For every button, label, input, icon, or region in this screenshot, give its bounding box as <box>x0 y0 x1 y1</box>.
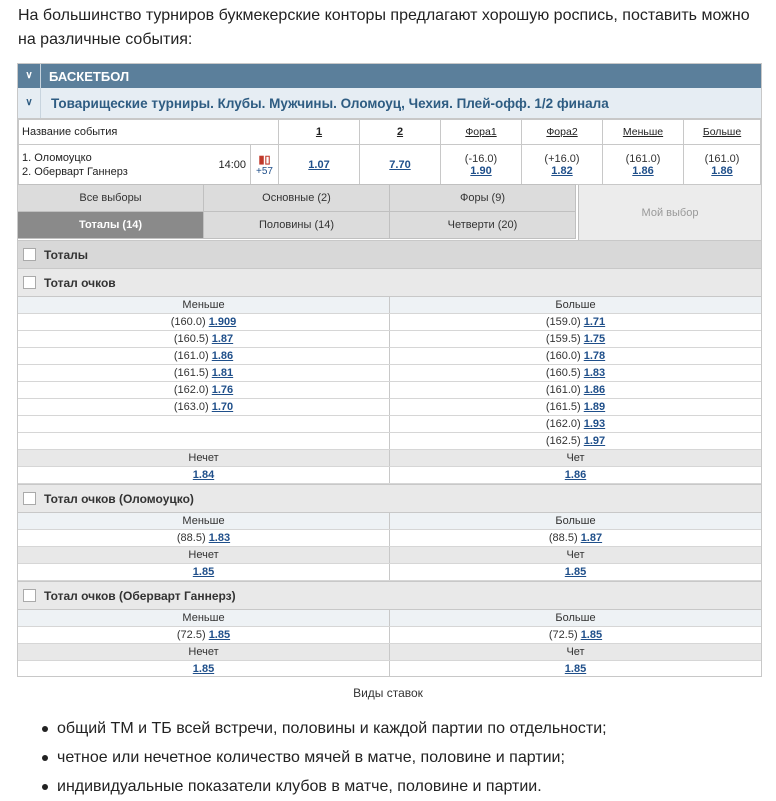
team2-name: 2. Оберварт Ганнерз <box>22 165 128 178</box>
tab-quarters[interactable]: Четверти (20) <box>389 211 576 239</box>
less-odd[interactable]: 1.83 <box>208 532 231 544</box>
list-item-text: индивидуальные показатели клубов в матче, половине и партии. <box>57 777 542 795</box>
less-odd[interactable]: 1.85 <box>208 629 231 641</box>
even-header: Чет <box>390 547 762 564</box>
league-bar[interactable] <box>18 88 761 119</box>
table-row <box>18 433 761 450</box>
more-odd[interactable]: 1.75 <box>583 333 606 345</box>
less-odd[interactable]: 1.81 <box>211 367 234 379</box>
more-cell <box>390 416 762 433</box>
bullet-icon <box>42 755 48 761</box>
less-odd[interactable]: 1.86 <box>211 350 234 362</box>
table-row <box>18 365 761 382</box>
tab-halves[interactable]: Половины (14) <box>203 211 390 239</box>
more-cell <box>390 331 762 348</box>
more-markets-count[interactable]: +57 <box>256 165 273 177</box>
odd-header: Нечет <box>18 450 390 467</box>
list-item <box>42 743 607 772</box>
param: (162.5) <box>545 435 581 447</box>
column-header-row <box>18 297 761 314</box>
less-odd[interactable]: 1.76 <box>211 384 234 396</box>
less-odd[interactable]: 1.86 <box>632 164 654 177</box>
section-total-points[interactable] <box>18 269 761 297</box>
chevron-down-icon[interactable]: ∨ <box>18 64 41 88</box>
odd-header: Нечет <box>18 547 390 564</box>
less-cell <box>18 416 390 433</box>
more-odd[interactable]: 1.83 <box>583 367 606 379</box>
odd-header: Нечет <box>18 644 390 661</box>
section-title: Тотал очков <box>44 275 116 290</box>
checkbox[interactable] <box>23 248 36 261</box>
odd-2[interactable]: 7.70 <box>389 158 411 171</box>
more-odd[interactable]: 1.71 <box>583 316 606 328</box>
tab-my-choice[interactable]: Мой выбор <box>578 185 761 240</box>
section-title: Тотал очков (Оберварт Ганнерз) <box>44 588 236 603</box>
sport-bar[interactable] <box>18 64 761 88</box>
more-odd[interactable]: 1.89 <box>583 401 606 413</box>
odd-value[interactable]: 1.85 <box>192 566 215 578</box>
more-param: (161.0) <box>704 152 740 165</box>
table-row <box>18 314 761 331</box>
team2-total-table <box>18 610 761 677</box>
more-header: Больше <box>390 297 762 314</box>
param: (162.0) <box>173 384 209 396</box>
tab-foras[interactable]: Форы (9) <box>389 184 576 212</box>
param: (161.5) <box>173 367 209 379</box>
more-cell <box>390 365 762 382</box>
fora1-param: (-16.0) <box>464 152 498 165</box>
table-row <box>18 331 761 348</box>
section-total-team1[interactable] <box>18 484 761 513</box>
list-item-text: общий ТМ и ТБ всей встречи, половины и каждой партии по отдельности; <box>57 719 607 737</box>
team1-name: 1. Оломоуцко <box>22 151 92 164</box>
less-cell <box>18 433 390 450</box>
stats-icon[interactable]: ▮▯ <box>258 153 271 166</box>
odd-even-table <box>18 450 761 484</box>
more-cell <box>390 382 762 399</box>
less-cell <box>18 348 390 365</box>
checkbox[interactable] <box>23 276 36 289</box>
fora1-odd[interactable]: 1.90 <box>470 164 492 177</box>
header-fora1[interactable]: Фора1 <box>465 126 497 138</box>
param: (163.0) <box>173 401 209 413</box>
table-row <box>18 382 761 399</box>
header-more[interactable]: Больше <box>702 126 742 138</box>
more-cell <box>390 399 762 416</box>
league-title: Товарищеские турниры. Клубы. Мужчины. Оломоуц, Чехия. Плей-офф. 1/2 финала <box>51 95 609 111</box>
section-totals[interactable] <box>18 241 761 269</box>
header-1[interactable]: 1 <box>315 126 323 138</box>
less-odd[interactable]: 1.87 <box>211 333 234 345</box>
event-name-header: Название события <box>19 120 279 145</box>
more-odd[interactable]: 1.97 <box>583 435 606 447</box>
param: (72.5) <box>548 629 578 641</box>
odds-header-row <box>19 120 761 145</box>
odd-value[interactable]: 1.84 <box>192 469 215 481</box>
param: (160.5) <box>173 333 209 345</box>
checkbox[interactable] <box>23 492 36 505</box>
less-header: Меньше <box>18 610 390 627</box>
header-2[interactable]: 2 <box>396 126 404 138</box>
tab-main[interactable]: Основные (2) <box>203 184 390 212</box>
param: (161.0) <box>173 350 209 362</box>
less-cell <box>18 331 390 348</box>
intro-text: На большинство турниров букмекерские конторы предлагают хорошую роспись, поставить можно на различные события: <box>18 7 750 48</box>
less-odd[interactable]: 1.909 <box>208 316 237 328</box>
less-cell <box>18 382 390 399</box>
section-total-team2[interactable] <box>18 581 761 610</box>
less-cell <box>18 314 390 331</box>
checkbox[interactable] <box>23 589 36 602</box>
header-less[interactable]: Меньше <box>622 126 664 138</box>
list-item-text: четное или нечетное количество мячей в матче, половине и партии; <box>57 748 565 766</box>
param: (159.5) <box>545 333 581 345</box>
odds-table <box>18 119 761 185</box>
even-header: Чет <box>390 450 762 467</box>
param: (72.5) <box>176 629 206 641</box>
more-odd[interactable]: 1.86 <box>583 384 606 396</box>
sport-title: БАСКЕТБОЛ <box>49 68 130 84</box>
tab-totals[interactable]: Тоталы (14) <box>17 211 204 239</box>
odd-1[interactable]: 1.07 <box>308 158 330 171</box>
section-title: Тоталы <box>44 247 89 262</box>
event-time: 14:00 <box>218 158 246 171</box>
less-param: (161.0) <box>625 152 661 165</box>
param: (161.5) <box>545 401 581 413</box>
team1-total-table <box>18 513 761 581</box>
bullet-icon <box>42 726 48 732</box>
less-cell <box>18 365 390 382</box>
more-odd[interactable]: 1.86 <box>711 164 733 177</box>
event-row <box>19 145 761 185</box>
header-fora2[interactable]: Фора2 <box>546 126 578 138</box>
table-row <box>18 348 761 365</box>
tab-all[interactable]: Все выборы <box>17 184 204 212</box>
param: (160.0) <box>545 350 581 362</box>
more-cell <box>390 433 762 450</box>
param: (88.5) <box>176 532 206 544</box>
even-value[interactable]: 1.85 <box>564 566 587 578</box>
list-item <box>42 772 607 801</box>
param: (88.5) <box>548 532 578 544</box>
param: (159.0) <box>545 316 581 328</box>
more-odd[interactable]: 1.93 <box>583 418 606 430</box>
chevron-down-icon[interactable]: ∨ <box>18 88 41 118</box>
less-cell <box>18 399 390 416</box>
bullet-icon <box>42 784 48 790</box>
betting-widget <box>17 63 762 677</box>
more-header: Больше <box>390 610 762 627</box>
param: (162.0) <box>545 418 581 430</box>
market-tabs <box>18 185 761 241</box>
bullet-list <box>42 714 607 801</box>
image-caption: Виды ставок <box>353 686 423 700</box>
less-odd[interactable]: 1.70 <box>211 401 234 413</box>
table-row <box>18 399 761 416</box>
more-cell <box>390 348 762 365</box>
total-points-table <box>18 297 761 450</box>
odd-value[interactable]: 1.85 <box>192 663 215 675</box>
even-value[interactable]: 1.86 <box>564 469 587 481</box>
more-header: Больше <box>390 513 762 530</box>
section-title: Тотал очков (Оломоуцко) <box>44 491 194 506</box>
param: (160.0) <box>170 316 206 328</box>
param: (160.5) <box>545 367 581 379</box>
more-odd[interactable]: 1.87 <box>580 532 603 544</box>
even-header: Чет <box>390 644 762 661</box>
more-odd[interactable]: 1.78 <box>583 350 606 362</box>
more-cell <box>390 314 762 331</box>
table-row <box>18 416 761 433</box>
list-item <box>42 714 607 743</box>
less-header: Меньше <box>18 297 390 314</box>
even-value[interactable]: 1.85 <box>564 663 587 675</box>
fora2-param: (+16.0) <box>544 152 580 165</box>
param: (161.0) <box>545 384 581 396</box>
more-odd[interactable]: 1.85 <box>580 629 603 641</box>
less-header: Меньше <box>18 513 390 530</box>
fora2-odd[interactable]: 1.82 <box>551 164 573 177</box>
